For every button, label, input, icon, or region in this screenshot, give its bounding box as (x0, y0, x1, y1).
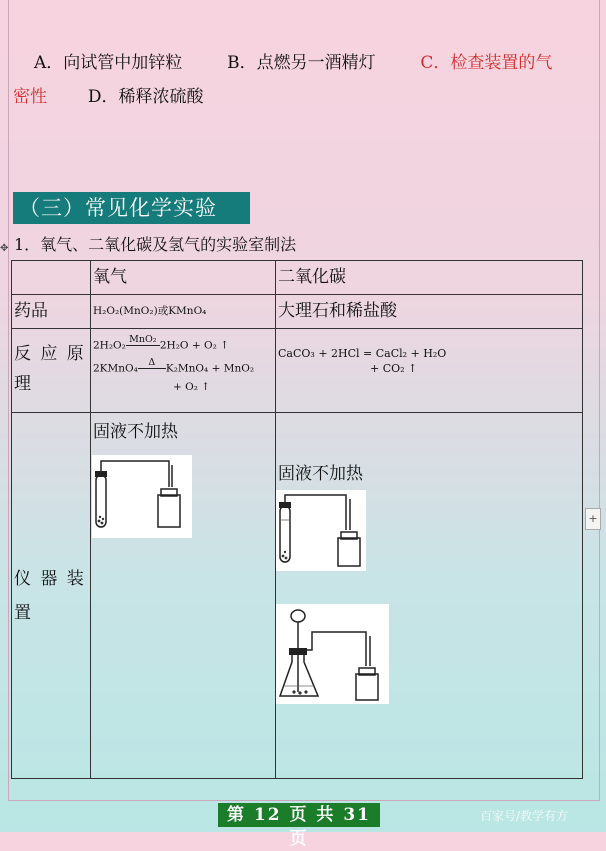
reaction-co2 (276, 329, 583, 413)
table-move-handle-icon[interactable]: ✥ (0, 243, 9, 254)
drug-oxygen: H₂O₂(MnO₂)或KMnO₄ (91, 295, 276, 329)
drug-label: 药品 (12, 295, 91, 329)
oxygen-equation-2-cont: + O₂ ↑ (173, 381, 211, 393)
conical-flask-funnel-diagram (276, 604, 389, 704)
eq2-heat-symbol: Δ (138, 358, 166, 369)
drug-co2: 大理石和稀盐酸 (276, 295, 583, 329)
header-cell-oxygen: 氧气 (91, 261, 276, 295)
eq1-condition (126, 335, 160, 356)
co2-apparatus-image-1 (276, 490, 366, 571)
eq1-left: 2H₂O₂ (93, 339, 126, 352)
oxygen-apparatus-image (92, 455, 192, 538)
option-c-part1: C．检查装置的气 (420, 53, 553, 73)
eq1-right: 2H₂O + O₂ ↑ (159, 339, 229, 352)
apparatus-oxygen-text: 固液不加热 (93, 422, 178, 442)
header-cell-empty (12, 261, 91, 295)
eq2-condition (138, 358, 166, 379)
option-d: D．稀释浓硫酸 (87, 87, 204, 107)
expand-side-button[interactable]: + (585, 508, 601, 530)
option-c-part2: 密性 (13, 87, 47, 107)
eq1-catalyst: MnO₂ (126, 335, 160, 346)
test-tube-co2-diagram (276, 490, 366, 571)
apparatus-label: 仪 器 装 置 (12, 413, 91, 779)
reaction-label: 反 应 原 理 (12, 329, 91, 413)
section-subtitle: 1．氧气、二氧化碳及氢气的实验室制法 (14, 235, 297, 254)
oxygen-equation-2 (93, 358, 273, 379)
co2-equation-line-2: + CO₂ ↑ (370, 362, 418, 375)
eq2-right: K₂MnO₄ + MnO₂ (165, 362, 255, 375)
header-cell-co2: 二氧化碳 (276, 261, 583, 295)
eq2-left: 2KMnO₄ (93, 362, 138, 375)
table-header-row (12, 261, 583, 295)
reaction-oxygen (91, 329, 276, 413)
option-b: B．点燃另一酒精灯 (227, 53, 376, 73)
apparatus-co2 (276, 413, 583, 779)
oxygen-equation-1 (93, 335, 273, 356)
co2-equation-line-1: CaCO₃ + 2HCl = CaCl₂ + H₂O (278, 347, 447, 360)
option-a: A．向试管中加锌粒 (34, 53, 183, 73)
co2-apparatus-image-2 (276, 604, 389, 704)
page-number-badge: 第 12 页 共 31 页 (218, 803, 380, 827)
table-row-reaction (12, 329, 583, 413)
section-title: （三）常见化学实验 (13, 192, 250, 224)
test-tube-gas-collection-diagram (92, 455, 192, 538)
apparatus-co2-text: 固液不加热 (278, 464, 363, 484)
question-options-line-2 (13, 82, 203, 107)
question-options-line-1 (34, 48, 552, 73)
table-row-drug (12, 295, 583, 329)
watermark-text: 百家号/教学有方 (480, 809, 569, 823)
